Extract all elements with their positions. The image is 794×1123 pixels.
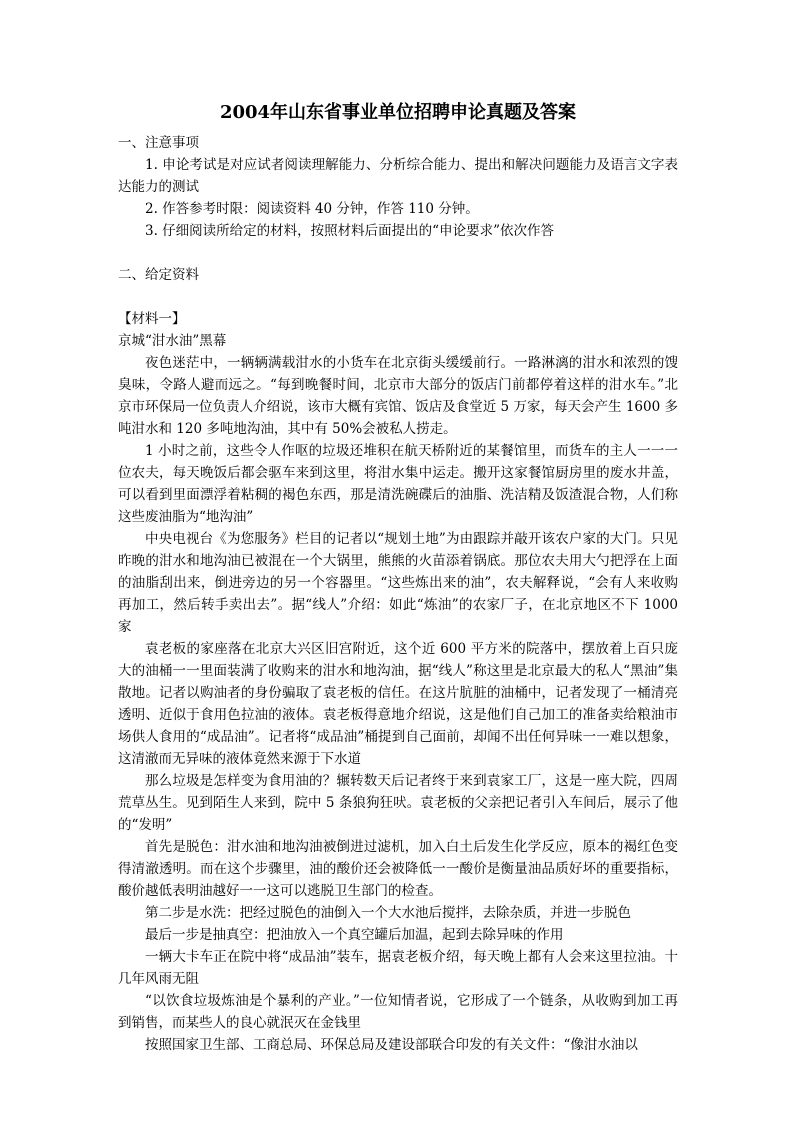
notes-item-1: 1. 申论考试是对应试者阅读理解能力、分析综合能力、提出和解决问题能力及语言文字表达能力的测试: [118, 157, 678, 195]
notes-item-2: 2. 作答参考时限：阅读资料 40 分钟，作答 110 分钟。: [145, 201, 479, 217]
paragraph: 最后一步是抽真空：把油放入一个真空罐后加温，起到去除异味的作用: [145, 927, 564, 943]
paragraph: 中央电视台《为您服务》栏目的记者以“规划土地”为由跟踪并敲开该农户家的大门。只见昨晚的泔水和地沟油已被混在一个大锅里，熊熊的火苗添着锅底。那位农夫用大勺把浮在上面的油脂刮出来，倒进旁边的另一个容器里。“这些炼出来的油”，农夫解释说，“会有人来收购再加工，然后转手卖出去”。据“线人”介绍：如此“炼油”的农家厂子，在北京地区不下 1000 家: [118, 531, 678, 635]
paragraph: 那么垃圾是怎样变为食用油的？辗转数天后记者终于来到袁家工厂，这是一座大院，四周荒草丛生。见到陌生人来到，院中 5 条狼狗狂吠。袁老板的父亲把记者引入车间后，展示了他的“发明”: [118, 773, 678, 833]
material-subtitle: 京城“泔水油”黑幕: [118, 333, 227, 349]
section-heading-materials: 二、给定资料: [118, 267, 199, 283]
paragraph: 袁老板的家座落在北京大兴区旧宫附近，这个近 600 平方米的院落中，摆放着上百只庞大的油桶一一里面装满了收购来的泔水和地沟油，据“线人”称这里是北京最大的私人“黑油”集散地。记者以购油者的身份骗取了袁老板的信任。在这片肮脏的油桶中，记者发现了一桶清亮透明、近似于食用色拉油的液体。袁老板得意地介绍说，这是他们自己加工的准备卖给粮油市场供人食用的“成品油”。记者将“成品油”桶提到自己面前，却闻不出任何异味一一难以想象，这清澈而无异味的液体竟然来源于下水道: [118, 641, 678, 767]
notes-item-3: 3. 仔细阅读所给定的材料，按照材料后面提出的“申论要求”依次作答: [145, 223, 554, 239]
paragraph: 按照国家卫生部、工商总局、环保总局及建设部联合印发的有关文件：“像泔水油以: [145, 1037, 638, 1053]
material-label: 【材料一】: [118, 311, 186, 327]
spacer: [118, 242, 678, 264]
document-page: [118, 100, 678, 1056]
spacer: [118, 286, 678, 308]
paragraph: 夜色迷茫中，一辆辆满载泔水的小货车在北京街头缓缓前行。一路淋漓的泔水和浓烈的馊臭味，令路人避而远之。“每到晚餐时间，北京市大部分的饭店门前都停着这样的泔水车。”北京市环保局一位负责人介绍说，该市大概有宾馆、饭店及食堂近 5 万家，每天会产生 1600 多吨泔水和 120 多吨地沟油，其中有 50%会被私人捞走。: [118, 355, 678, 437]
paragraph: 1 小时之前，这些令人作呕的垃圾还堆积在航天桥附近的某餐馆里，而货车的主人一一一位农夫，每天晚饭后都会驱车来到这里，将泔水集中运走。搬开这家餐馆厨房里的废水井盖，可以看到里面漂浮着粘稠的褐色东西，那是清洗碗碟后的油脂、洗洁精及饭渣混合物，人们称这些废油脂为“地沟油”: [118, 443, 678, 525]
section-heading-notes: 一、注意事项: [118, 135, 199, 151]
paragraph: 一辆大卡车正在院中将“成品油”装车，据袁老板介绍，每天晚上都有人会来这里拉油。十几年风雨无阻: [118, 949, 678, 987]
paragraph: “以饮食垃圾炼油是个暴利的产业。”一位知情者说，它形成了一个链条，从收购到加工再到销售，而某些人的良心就泯灭在金钱里: [118, 993, 678, 1031]
document-title: 2004年山东省事业单位招聘申论真题及答案: [219, 102, 577, 123]
paragraph: 第二步是水洗：把经过脱色的油倒入一个大水池后搅拌，去除杂质，并进一步脱色: [145, 905, 631, 921]
paragraph: 首先是脱色：泔水油和地沟油被倒进过滤机，加入白土后发生化学反应，原本的褐红色变得清澈透明。而在这个步骤里，油的酸价还会被降低一一酸价是衡量油品质好坏的重要指标，酸价越低表明油越好一一这可以逃脱卫生部门的检查。: [118, 839, 678, 899]
